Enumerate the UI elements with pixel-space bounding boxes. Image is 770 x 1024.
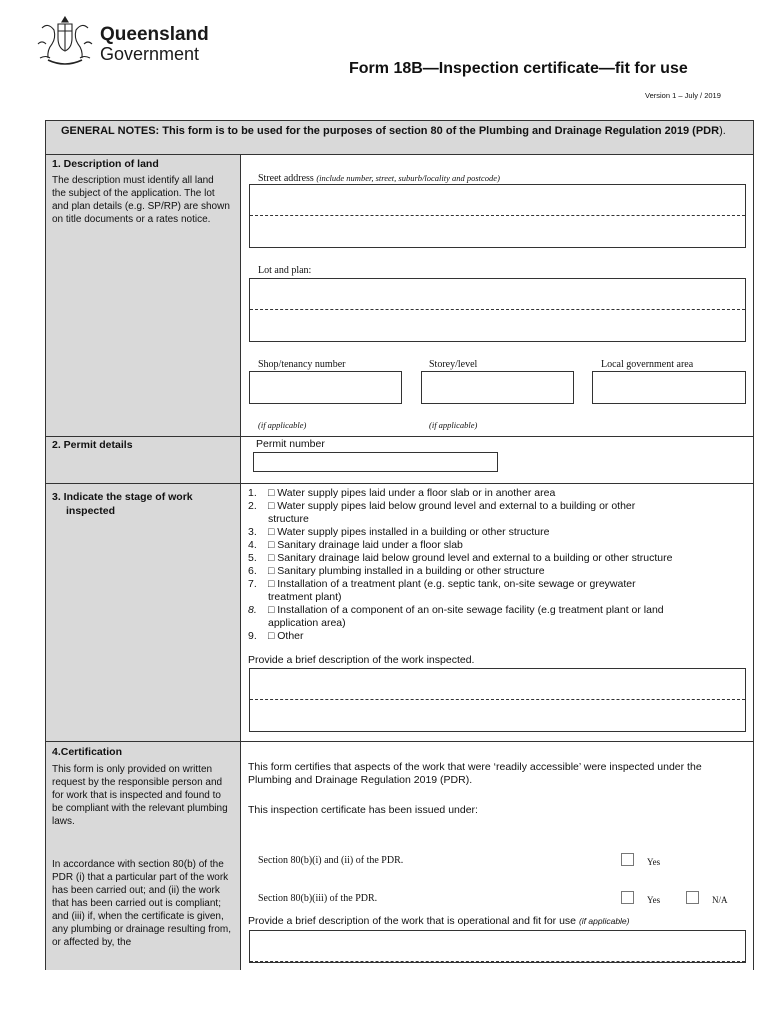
if-applicable-note: (if applicable) [429,420,478,430]
street-hint: (include number, street, suburb/locality and postcode) [316,173,500,183]
certifies-text: This form certifies that aspects of the work that were ‘readily accessible’ were inspected under the Plumbing and Drainage Regulation 2019 (PDR). [248,761,702,786]
section4-title: 4.Certification [52,746,123,758]
list-item: treatment plant) [268,591,342,603]
list-item[interactable]: 8. □ Installation of a component of an on-site sewage facility (e.g treatment plant or land [248,604,664,616]
left-column [46,155,241,970]
shop-tenancy-input[interactable] [249,371,402,404]
lot-plan-label: Lot and plan: [258,265,312,276]
list-item[interactable]: 1. □ Water supply pipes laid under a floor slab or in another area [248,487,556,499]
general-notes-text [52,125,747,138]
logo-queensland: Queensland [100,24,209,45]
field-divider [250,699,745,700]
operational-hint: (if applicable) [578,916,630,926]
yes-label: Yes [647,857,661,867]
list-item[interactable]: 3. □ Water supply pipes installed in a building or other structure [248,526,550,538]
list-item[interactable]: 4. □ Sanitary drainage laid under a floor slab [248,539,463,551]
row-divider [46,436,754,437]
list-item: structure [268,513,309,525]
work-description-input[interactable] [249,668,746,732]
row-divider [46,483,754,484]
storey-level-label: Storey/level [429,359,478,370]
section1-title: 1. Description of land [52,158,159,170]
list-item[interactable]: 2. □ Water supply pipes laid below ground level and external to a building or other [248,500,636,512]
section-80-i-ii-label: Section 80(b)(i) and (ii) of the PDR. [258,855,404,866]
list-item[interactable]: 7. □ Installation of a treatment plant (e.g. septic tank, on-site sewage or greywater [248,578,636,590]
operational-description-input[interactable] [249,930,746,963]
field-divider [250,961,745,962]
section-80-iii-label: Section 80(b)(iii) of the PDR. [258,893,378,904]
field-divider [250,215,745,216]
na-checkbox[interactable] [686,891,699,904]
if-applicable-note: (if applicable) [258,420,307,430]
operational-description-label [248,915,630,927]
section4-help1: This form is only provided on written request by the responsible person and for work that is inspected and found to be compliant with the relevant plumbing laws. [52,764,228,827]
operational-label: Provide a brief description of the work that is operational and fit for use [248,915,577,927]
list-item[interactable]: 6. □ Sanitary plumbing installed in a building or other structure [248,565,545,577]
shop-tenancy-label: Shop/tenancy number [258,359,346,370]
section2-title: 2. Permit details [52,439,133,451]
section1-help: The description must identify all land the subject of the application. The lot and plan details (e.g. SP/RP) are shown on title documents or a rates notice. [52,175,230,225]
yes-checkbox[interactable] [621,891,634,904]
street-label: Street address [258,173,314,184]
logo-government: Government [100,44,200,64]
general-notes-end: ). [719,125,726,137]
row-divider [46,741,754,742]
yes-label: Yes [647,895,661,905]
permit-number-label: Permit number [256,438,325,450]
coat-of-arms-icon [34,14,96,68]
lot-plan-input[interactable] [249,278,746,342]
list-item[interactable]: 9. □ Other [248,630,304,642]
yes-checkbox[interactable] [621,853,634,866]
storey-level-input[interactable] [421,371,574,404]
version-label: Version 1 – July / 2019 [645,91,721,100]
na-label: N/A [712,895,728,905]
general-notes-bold: GENERAL NOTES: This form is to be used for the purposes of section 80 of the Plumbing and Drainage Regulation 2019 (PDR [61,125,720,137]
permit-number-input[interactable] [253,452,498,472]
section3-title-line1: 3. Indicate the stage of work [52,491,193,503]
lga-input[interactable] [592,371,746,404]
section3-title [52,490,193,518]
street-address-input[interactable] [249,184,746,248]
form-title: Form 18B—Inspection certificate—fit for use [349,60,688,77]
street-address-label [258,173,500,184]
section4-help2: In accordance with section 80(b) of the PDR (i) that a particular part of the work has been carried out; and (ii) the work that has been carried out is compliant; and (iii) if, when the certificate is given, any plumbing or drainage resulting from, or affected by, the [52,859,231,948]
issued-under-text: This inspection certificate has been issued under: [248,804,478,816]
list-item[interactable]: 5. □ Sanitary drainage laid below ground level and external to a building or other structure [248,552,673,564]
work-description-label: Provide a brief description of the work inspected. [248,654,475,666]
stage-list [248,487,748,643]
list-item: application area) [268,617,346,629]
qld-government-logo [34,14,214,70]
section3-title-line2: inspected [66,505,116,517]
field-divider [250,309,745,310]
lga-label: Local government area [601,359,694,370]
